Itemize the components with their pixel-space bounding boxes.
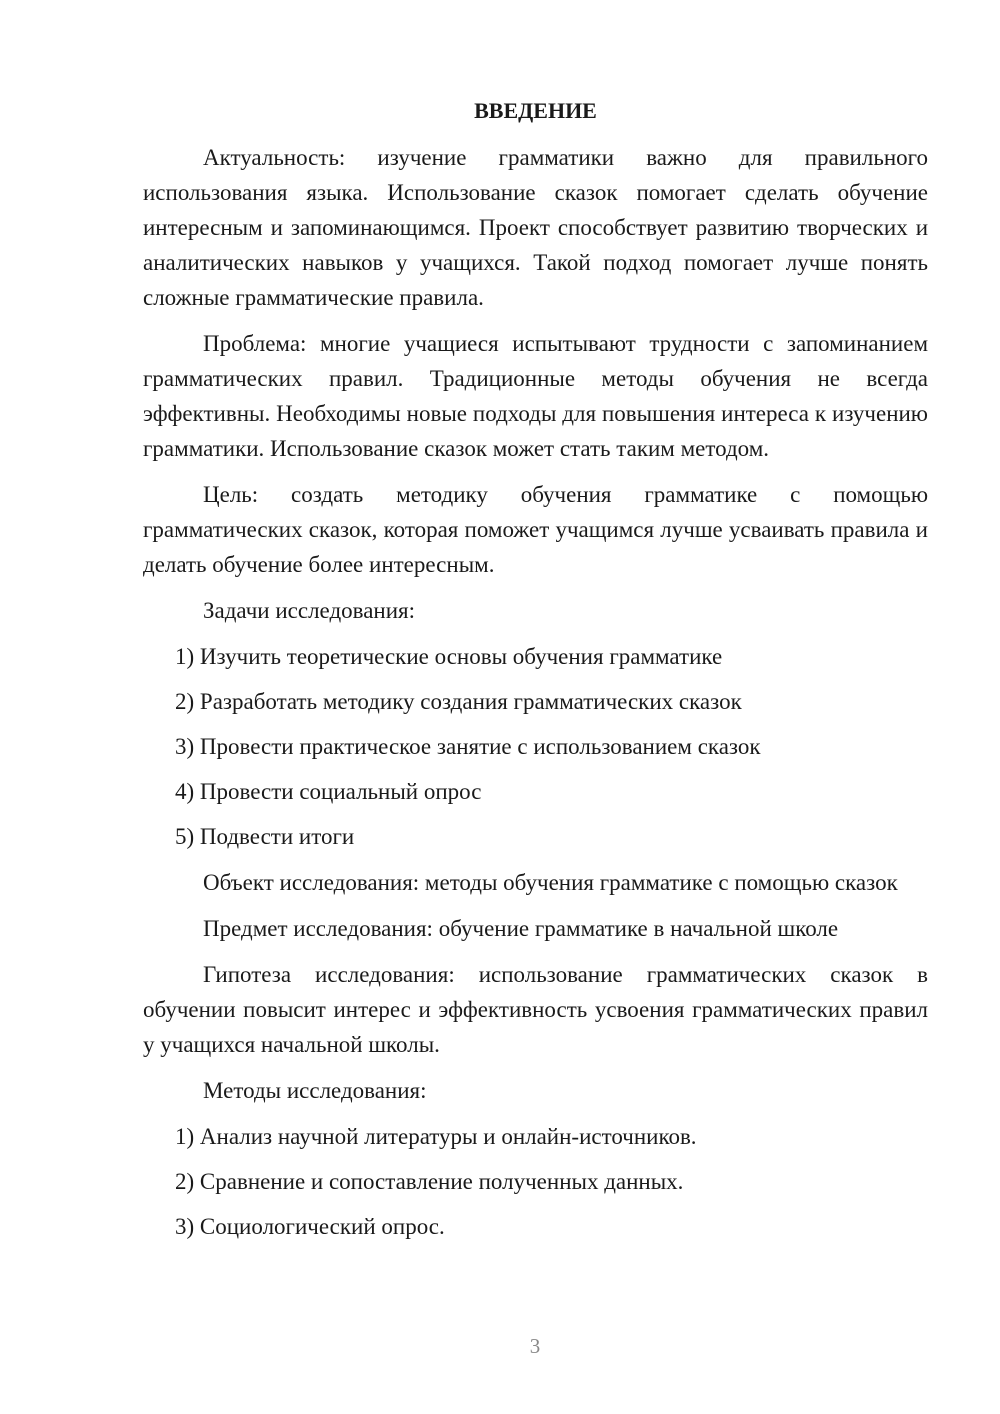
goal-paragraph: Цель: создать методику обучения грамматике с помощью грамматических сказок, которая поможет учащимся лучше усваивать правила и делать обучение более интересным. — [143, 482, 928, 577]
page-number: 3 — [529, 1334, 541, 1358]
list-item: 5) Подвести итоги — [175, 824, 355, 849]
tasks-heading: Задачи исследования: — [203, 598, 416, 623]
list-item: 2) Сравнение и сопоставление полученных данных. — [175, 1169, 684, 1194]
subject-paragraph: Предмет исследования: обучение грамматике в начальной школе — [203, 916, 839, 941]
list-item: 1) Анализ научной литературы и онлайн-источников. — [175, 1124, 697, 1149]
page-title: ВВЕДЕНИЕ — [474, 98, 597, 123]
tasks-list — [143, 639, 928, 854]
list-item: 4) Провести социальный опрос — [175, 779, 482, 804]
list-item: 3) Социологический опрос. — [175, 1214, 445, 1239]
list-item: 3) Провести практическое занятие с использованием сказок — [175, 734, 761, 759]
problem-paragraph: Проблема: многие учащиеся испытывают трудности с запоминанием грамматических правил. Традиционные методы обучения не всегда эффективны. Необходимы новые подходы для повышения интереса к изучению грамматики. Использование сказок может стать таким методом. — [143, 331, 928, 461]
object-paragraph: Объект исследования: методы обучения грамматике с помощью сказок — [203, 870, 898, 895]
hypothesis-paragraph: Гипотеза исследования: использование грамматических сказок в обучении повысит интерес и эффективность усвоения грамматических правил у учащихся начальной школы. — [143, 962, 928, 1057]
methods-list — [143, 1119, 928, 1244]
list-item: 1) Изучить теоретические основы обучения грамматике — [175, 644, 723, 669]
list-item: 2) Разработать методику создания грамматических сказок — [175, 689, 742, 714]
methods-heading: Методы исследования: — [203, 1078, 427, 1103]
relevance-paragraph: Актуальность: изучение грамматики важно для правильного использования языка. Использование сказок помогает сделать обучение интересным и запоминающимся. Проект способствует развитию творческих и аналитических навыков у учащихся. Такой подход помогает лучше понять сложные грамматические правила. — [143, 145, 928, 310]
page-content — [143, 96, 928, 1255]
